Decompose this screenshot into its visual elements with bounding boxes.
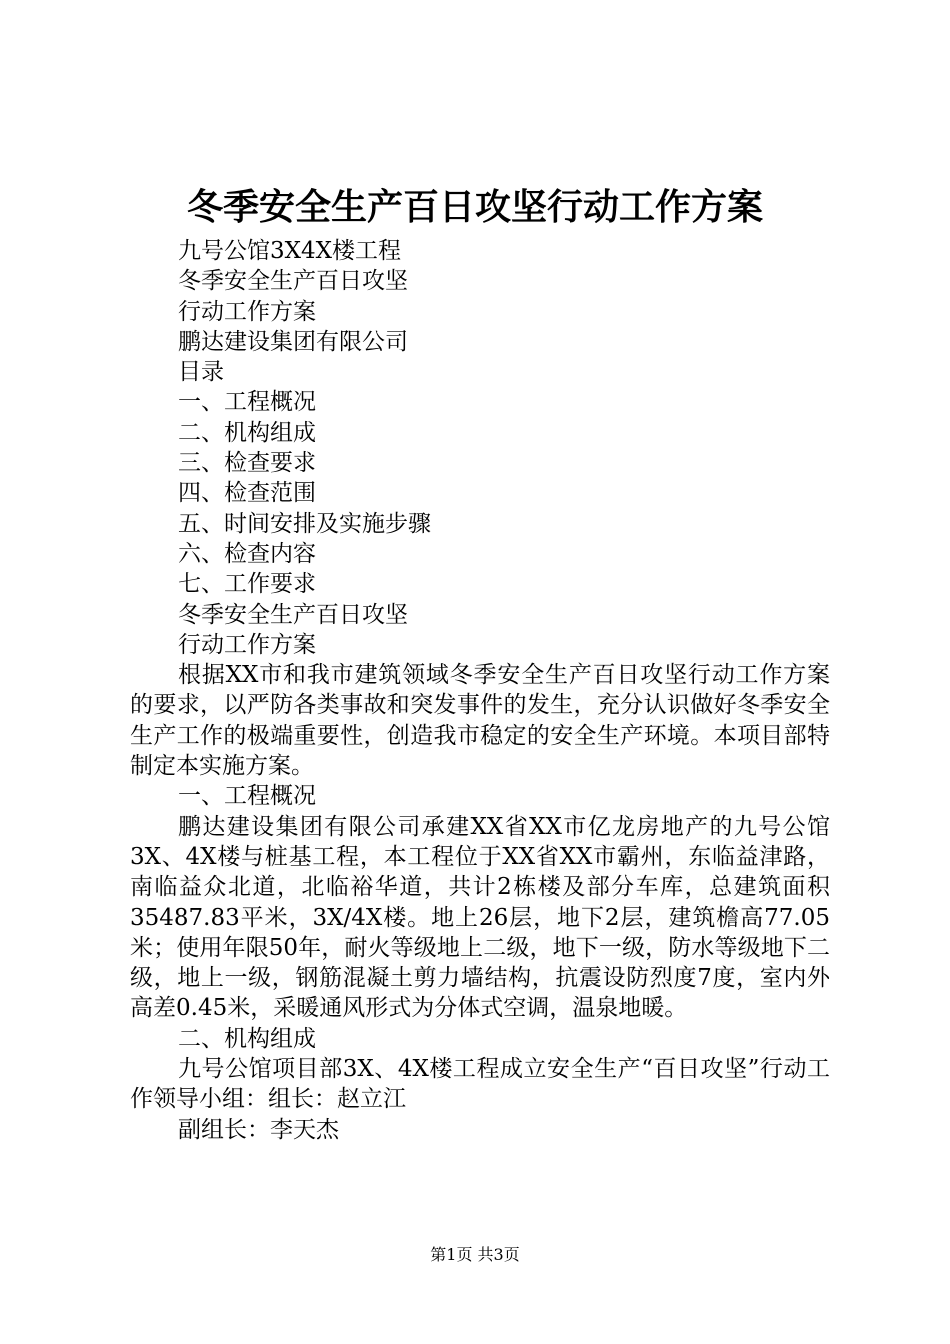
body-title-line-1: 冬季安全生产百日攻坚 [178,601,408,628]
section-2-paragraph: 九号公馆项目部3X、4X楼工程成立安全生产“百日攻坚”行动工作领导小组：组长：赵立江 [130,1056,830,1113]
section-2-deputy: 副组长：李天杰 [178,1116,339,1143]
section-1-heading: 一、工程概况 [178,783,316,810]
cover-subtitle-2: 行动工作方案 [178,298,316,325]
section-1-paragraph: 鹏达建设集团有限公司承建XX省XX市亿龙房地产的九号公馆3X、4X楼与桩基工程，本工程位于XX省XX市霸州，东临益津路，南临益众北道，北临裕华道，共计2栋楼及部分车库，总建筑面积35487.83平米，3X/4X楼。地上26层，地下2层，建筑檐高77.05米；使用年限50年，耐火等级地上二级，地下一级，防水等级地下二级，地上一级，钢筋混凝土剪力墙结构，抗震设防烈度7度，室内外高差0.45米，采暖通风形式为分体式空调，温泉地暖。 [130,813,830,1022]
cover-subtitle-1: 冬季安全生产百日攻坚 [178,268,408,295]
toc-heading: 目录 [178,359,224,386]
toc-item: 三、检查要求 [178,450,316,477]
cover-project: 九号公馆3X4X楼工程 [178,238,402,264]
toc-item: 一、工程概况 [178,389,316,416]
toc-item: 六、检查内容 [178,540,316,567]
page-number-footer: 第1页 共3页 [430,1245,520,1264]
toc-item: 四、检查范围 [178,480,316,507]
document-title: 冬季安全生产百日攻坚行动工作方案 [186,186,763,228]
intro-paragraph: 根据XX市和我市建筑领域冬季安全生产百日攻坚行动工作方案的要求，以严防各类事故和突发事件的发生，充分认识做好冬季安全生产工作的极端重要性，创造我市稳定的安全生产环境。本项目部特制定本实施方案。 [130,662,830,780]
toc-item: 二、机构组成 [178,419,316,446]
toc-item: 五、时间安排及实施步骤 [178,510,431,537]
document-body [130,236,830,1145]
section-2-heading: 二、机构组成 [178,1025,316,1052]
toc-item: 七、工作要求 [178,571,316,598]
body-title-line-2: 行动工作方案 [178,631,316,658]
cover-company: 鹏达建设集团有限公司 [178,328,408,355]
